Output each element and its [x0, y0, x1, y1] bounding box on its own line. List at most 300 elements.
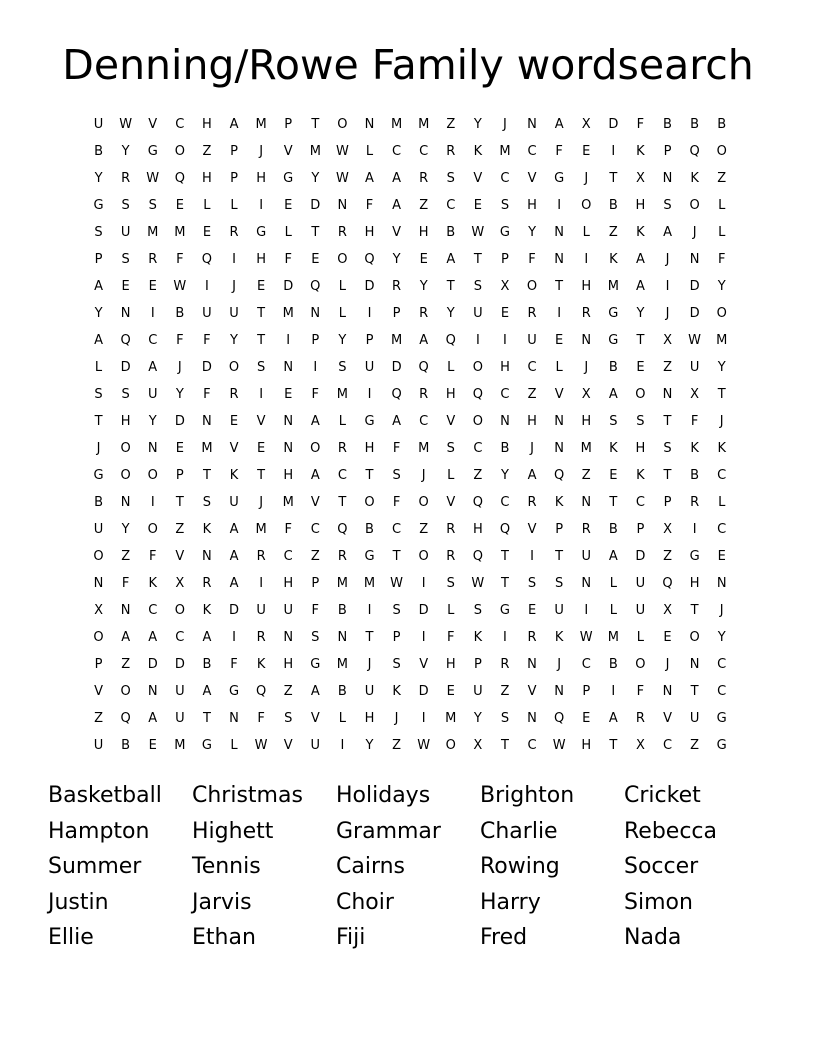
- grid-letter: T: [473, 252, 482, 267]
- grid-letter: P: [555, 522, 564, 537]
- grid-letter: P: [636, 522, 645, 537]
- grid-letter: M: [336, 576, 348, 591]
- grid-letter: N: [689, 657, 700, 672]
- grid-letter: O: [418, 549, 429, 564]
- grid-letter: Q: [337, 522, 348, 537]
- grid-letter: C: [581, 657, 591, 672]
- grid-letter: M: [390, 333, 403, 348]
- grid-letter: M: [255, 117, 267, 132]
- grid-letter: F: [528, 252, 536, 267]
- grid-letter: B: [202, 657, 212, 672]
- grid-letter: Q: [554, 468, 565, 483]
- grid-letter: B: [94, 495, 103, 510]
- grid-letter: E: [257, 279, 266, 294]
- grid-letter: C: [717, 522, 727, 537]
- grid-letter: B: [608, 360, 618, 375]
- grid-letter: D: [174, 657, 185, 672]
- grid-letter: F: [148, 549, 157, 564]
- grid-letter: C: [500, 495, 510, 510]
- grid-letter: N: [120, 306, 131, 321]
- grid-letter: U: [581, 549, 591, 564]
- grid-letter: Q: [662, 576, 673, 591]
- grid-letter: I: [367, 306, 372, 321]
- grid-letter: Q: [310, 279, 321, 294]
- grid-letter: T: [500, 738, 509, 753]
- grid-letter: D: [364, 279, 375, 294]
- grid-letter: E: [582, 711, 591, 726]
- grid-letter: A: [446, 252, 456, 267]
- grid-letter: S: [500, 198, 510, 213]
- grid-letter: L: [230, 738, 238, 753]
- grid-letter: M: [282, 495, 294, 510]
- word-list-item: Jarvis: [192, 889, 252, 915]
- grid-letter: V: [419, 657, 429, 672]
- grid-letter: R: [527, 495, 537, 510]
- grid-letter: O: [581, 198, 592, 213]
- grid-letter: D: [201, 360, 212, 375]
- grid-row: [85, 543, 736, 570]
- grid-letter: C: [717, 657, 727, 672]
- grid-letter: D: [120, 360, 131, 375]
- grid-letter: Q: [201, 252, 213, 267]
- grid-letter: K: [229, 468, 239, 483]
- grid-letter: H: [202, 117, 212, 132]
- grid-letter: H: [581, 279, 592, 294]
- grid-letter: Q: [472, 387, 483, 402]
- grid-letter: J: [665, 252, 670, 267]
- grid-letter: Q: [472, 495, 483, 510]
- grid-letter: T: [500, 549, 509, 564]
- grid-letter: P: [365, 333, 374, 348]
- grid-letter: N: [554, 225, 564, 240]
- word-list-item: Choir: [336, 889, 394, 915]
- grid-letter: H: [283, 576, 294, 591]
- grid-letter: O: [472, 414, 483, 429]
- grid-letter: N: [662, 387, 673, 402]
- grid-row: [85, 732, 736, 759]
- grid-letter: P: [392, 306, 401, 321]
- grid-letter: V: [175, 549, 185, 564]
- grid-letter: X: [473, 738, 483, 753]
- grid-letter: F: [690, 414, 699, 429]
- grid-letter: R: [337, 225, 347, 240]
- grid-letter: T: [663, 414, 672, 429]
- grid-letter: J: [584, 360, 589, 375]
- grid-letter: A: [202, 684, 212, 699]
- grid-letter: X: [94, 603, 103, 618]
- grid-letter: P: [284, 117, 293, 132]
- grid-letter: L: [609, 603, 617, 618]
- grid-row: [85, 327, 736, 354]
- grid-letter: N: [662, 171, 673, 186]
- grid-letter: W: [119, 117, 133, 132]
- grid-letter: R: [419, 171, 429, 186]
- grid-letter: G: [608, 306, 619, 321]
- word-list-item: Rebecca: [624, 818, 718, 844]
- grid-letter: I: [421, 711, 426, 726]
- grid-letter: H: [635, 198, 646, 213]
- grid-letter: E: [311, 252, 320, 267]
- grid-row: [85, 435, 736, 462]
- grid-letter: U: [473, 684, 483, 699]
- grid-letter: M: [336, 387, 348, 402]
- grid-letter: G: [608, 333, 619, 348]
- grid-letter: U: [635, 603, 646, 618]
- grid-row: [85, 300, 736, 327]
- grid-row: [85, 651, 736, 678]
- grid-letter: Z: [527, 387, 537, 402]
- grid-letter: U: [93, 117, 104, 132]
- grid-letter: T: [555, 549, 564, 564]
- grid-letter: S: [121, 387, 130, 402]
- grid-letter: H: [364, 711, 375, 726]
- grid-letter: M: [607, 630, 619, 645]
- grid-letter: P: [663, 144, 672, 159]
- grid-letter: X: [690, 387, 700, 402]
- grid-letter: L: [338, 711, 347, 726]
- grid-letter: I: [557, 198, 562, 213]
- grid-letter: S: [446, 171, 455, 186]
- grid-letter: C: [392, 522, 402, 537]
- grid-letter: Q: [472, 549, 483, 564]
- grid-letter: W: [417, 738, 431, 753]
- grid-letter: X: [581, 117, 591, 132]
- grid-letter: C: [337, 468, 347, 483]
- grid-letter: W: [579, 630, 593, 645]
- grid-letter: A: [663, 225, 672, 240]
- grid-row: [85, 246, 736, 273]
- grid-letter: H: [283, 468, 294, 483]
- grid-letter: I: [286, 333, 291, 348]
- grid-letter: H: [527, 198, 537, 213]
- grid-letter: L: [555, 360, 563, 375]
- word-list-item: Tennis: [192, 854, 261, 879]
- grid-letter: S: [392, 657, 401, 672]
- grid-letter: O: [120, 441, 131, 456]
- grid-letter: N: [337, 198, 348, 213]
- grid-letter: E: [284, 387, 293, 402]
- grid-letter: S: [392, 468, 401, 483]
- grid-letter: N: [120, 603, 131, 618]
- grid-letter: J: [719, 414, 724, 429]
- grid-letter: U: [310, 738, 321, 753]
- grid-letter: X: [663, 333, 672, 348]
- grid-letter: I: [340, 738, 345, 753]
- grid-letter: A: [310, 468, 320, 483]
- grid-letter: S: [500, 711, 510, 726]
- grid-letter: I: [421, 630, 426, 645]
- grid-letter: A: [310, 684, 320, 699]
- grid-letter: E: [121, 279, 130, 294]
- grid-letter: O: [337, 117, 348, 132]
- word-list-item: Cairns: [336, 854, 406, 879]
- grid-letter: H: [418, 225, 429, 240]
- grid-letter: H: [283, 657, 294, 672]
- grid-letter: Z: [473, 468, 483, 483]
- grid-letter: T: [311, 225, 320, 240]
- grid-letter: U: [689, 711, 700, 726]
- grid-letter: T: [609, 495, 618, 510]
- grid-letter: P: [94, 657, 103, 672]
- grid-letter: G: [228, 684, 240, 699]
- grid-letter: M: [174, 225, 186, 240]
- grid-letter: W: [254, 738, 268, 753]
- grid-letter: B: [608, 657, 618, 672]
- grid-letter: Y: [392, 252, 401, 267]
- word-list-item: Harry: [480, 889, 541, 915]
- grid-letter: Q: [554, 711, 565, 726]
- grid-letter: R: [256, 549, 266, 564]
- grid-letter: C: [175, 630, 185, 645]
- grid-letter: A: [229, 549, 239, 564]
- grid-letter: Z: [283, 684, 293, 699]
- grid-letter: Y: [473, 711, 482, 726]
- grid-letter: I: [205, 279, 209, 294]
- grid-row: [85, 111, 736, 138]
- grid-letter: O: [147, 522, 158, 537]
- grid-row: [85, 219, 736, 246]
- grid-letter: S: [94, 387, 103, 402]
- grid-letter: S: [121, 198, 130, 213]
- grid-letter: I: [584, 252, 589, 267]
- grid-letter: R: [581, 306, 591, 321]
- grid-letter: L: [338, 306, 347, 321]
- grid-letter: V: [527, 522, 537, 537]
- grid-letter: K: [636, 468, 645, 483]
- grid-letter: L: [365, 144, 374, 159]
- grid-letter: I: [313, 360, 318, 375]
- grid-letter: J: [421, 468, 426, 483]
- grid-letter: Y: [500, 468, 509, 483]
- grid-letter: X: [635, 171, 645, 186]
- grid-letter: Y: [94, 306, 103, 321]
- grid-letter: Q: [499, 522, 511, 537]
- grid-letter: T: [555, 279, 564, 294]
- grid-letter: Z: [175, 522, 185, 537]
- grid-letter: M: [255, 522, 267, 537]
- grid-letter: J: [394, 711, 399, 726]
- grid-letter: P: [663, 495, 672, 510]
- grid-letter: N: [283, 630, 294, 645]
- grid-letter: T: [365, 630, 374, 645]
- grid-letter: P: [230, 171, 238, 186]
- grid-letter: C: [310, 522, 320, 537]
- grid-letter: A: [608, 387, 618, 402]
- letter-grid: [85, 111, 736, 759]
- grid-letter: K: [256, 657, 266, 672]
- grid-letter: D: [391, 360, 402, 375]
- word-list-item: Nada: [624, 925, 682, 950]
- grid-letter: Y: [121, 522, 130, 537]
- grid-letter: L: [609, 576, 617, 591]
- grid-letter: D: [635, 549, 646, 564]
- grid-letter: N: [554, 252, 564, 267]
- grid-letter: U: [283, 603, 293, 618]
- grid-letter: A: [229, 117, 239, 132]
- grid-letter: V: [392, 225, 402, 240]
- grid-letter: N: [527, 117, 537, 132]
- word-list-item: Christmas: [192, 783, 303, 808]
- grid-letter: C: [527, 144, 537, 159]
- grid-letter: G: [310, 657, 321, 672]
- grid-letter: E: [527, 603, 537, 618]
- grid-letter: S: [446, 576, 455, 591]
- grid-letter: X: [663, 522, 672, 537]
- grid-letter: Y: [636, 306, 645, 321]
- grid-letter: X: [635, 738, 645, 753]
- grid-letter: B: [337, 603, 347, 618]
- grid-letter: N: [662, 684, 673, 699]
- grid-letter: S: [121, 252, 130, 267]
- grid-letter: J: [367, 657, 372, 672]
- grid-letter: M: [418, 117, 430, 132]
- grid-letter: O: [418, 495, 429, 510]
- grid-letter: R: [581, 522, 591, 537]
- grid-letter: A: [148, 360, 158, 375]
- grid-letter: T: [175, 495, 184, 510]
- grid-letter: O: [364, 495, 375, 510]
- grid-letter: U: [93, 738, 104, 753]
- grid-letter: S: [473, 279, 482, 294]
- grid-letter: V: [229, 441, 239, 456]
- grid-letter: E: [717, 549, 726, 564]
- grid-letter: T: [690, 684, 699, 699]
- grid-letter: W: [335, 144, 349, 159]
- grid-letter: R: [500, 657, 510, 672]
- grid-letter: T: [202, 711, 211, 726]
- grid-letter: F: [365, 198, 374, 213]
- word-list-item: Basketball: [48, 783, 162, 808]
- grid-letter: O: [635, 657, 646, 672]
- grid-letter: F: [176, 333, 184, 348]
- grid-letter: A: [635, 279, 645, 294]
- grid-letter: Y: [94, 171, 103, 186]
- grid-letter: H: [202, 171, 212, 186]
- grid-letter: B: [608, 198, 618, 213]
- grid-letter: K: [202, 603, 212, 618]
- grid-letter: S: [555, 576, 564, 591]
- grid-letter: C: [175, 117, 185, 132]
- grid-letter: C: [148, 603, 158, 618]
- grid-letter: V: [310, 711, 320, 726]
- grid-letter: K: [690, 171, 699, 186]
- grid-letter: G: [716, 711, 727, 726]
- grid-letter: C: [419, 144, 429, 159]
- grid-letter: Q: [418, 360, 429, 375]
- word-list-item: Grammar: [336, 818, 441, 844]
- grid-letter: A: [527, 468, 537, 483]
- grid-letter: O: [445, 738, 456, 753]
- grid-letter: Z: [392, 738, 402, 753]
- grid-letter: E: [663, 630, 672, 645]
- grid-letter: I: [259, 198, 264, 213]
- grid-letter: P: [94, 252, 103, 267]
- grid-letter: A: [635, 252, 645, 267]
- grid-letter: F: [284, 522, 292, 537]
- grid-letter: Z: [94, 711, 103, 726]
- grid-letter: I: [475, 333, 480, 348]
- grid-letter: V: [446, 414, 456, 429]
- grid-letter: N: [554, 684, 564, 699]
- grid-letter: Q: [174, 171, 185, 186]
- grid-letter: Y: [365, 738, 374, 753]
- grid-letter: P: [582, 684, 591, 699]
- grid-letter: L: [94, 360, 103, 375]
- grid-letter: B: [608, 522, 618, 537]
- grid-letter: G: [147, 144, 158, 159]
- grid-letter: K: [392, 684, 401, 699]
- grid-letter: S: [284, 711, 293, 726]
- grid-letter: T: [338, 495, 347, 510]
- grid-letter: T: [202, 468, 211, 483]
- word-list-item: Hampton: [48, 818, 150, 844]
- word-list-item: Summer: [48, 854, 142, 879]
- grid-letter: O: [635, 387, 646, 402]
- grid-letter: J: [530, 441, 534, 456]
- grid-letter: A: [310, 414, 320, 429]
- grid-letter: M: [309, 144, 321, 159]
- grid-letter: W: [471, 225, 485, 240]
- grid-letter: J: [719, 603, 724, 618]
- grid-letter: G: [364, 414, 375, 429]
- grid-letter: S: [527, 576, 537, 591]
- grid-letter: M: [716, 333, 728, 348]
- grid-letter: J: [96, 441, 101, 456]
- grid-letter: U: [256, 603, 266, 618]
- grid-letter: U: [175, 684, 185, 699]
- grid-letter: N: [229, 711, 239, 726]
- grid-letter: E: [175, 441, 184, 456]
- grid-letter: M: [499, 144, 511, 159]
- grid-letter: J: [584, 171, 589, 186]
- grid-letter: E: [555, 333, 564, 348]
- grid-letter: O: [472, 360, 483, 375]
- grid-letter: N: [337, 630, 348, 645]
- grid-letter: H: [445, 387, 456, 402]
- word-list-item: Brighton: [480, 783, 575, 808]
- page-title: Denning/Rowe Family wordsearch: [62, 41, 754, 89]
- grid-letter: S: [446, 441, 455, 456]
- grid-row: [85, 381, 736, 408]
- grid-letter: P: [501, 252, 509, 267]
- grid-letter: R: [419, 387, 429, 402]
- grid-letter: L: [636, 630, 645, 645]
- grid-letter: W: [390, 576, 403, 591]
- grid-letter: L: [718, 198, 726, 213]
- grid-letter: B: [690, 468, 700, 483]
- grid-letter: Z: [310, 549, 320, 564]
- grid-letter: F: [311, 603, 320, 618]
- grid-letter: G: [201, 738, 212, 753]
- grid-letter: X: [581, 387, 591, 402]
- grid-letter: J: [503, 117, 507, 132]
- grid-letter: Z: [202, 144, 212, 159]
- grid-letter: V: [310, 495, 320, 510]
- grid-letter: R: [392, 279, 402, 294]
- grid-letter: O: [716, 144, 727, 159]
- grid-letter: V: [554, 387, 564, 402]
- grid-letter: M: [336, 657, 348, 672]
- grid-letter: B: [446, 225, 456, 240]
- grid-letter: J: [259, 495, 264, 510]
- grid-letter: J: [232, 279, 236, 294]
- grid-letter: J: [177, 360, 182, 375]
- grid-letter: N: [147, 441, 158, 456]
- grid-letter: K: [636, 225, 645, 240]
- grid-letter: D: [689, 279, 700, 294]
- grid-letter: Y: [717, 630, 726, 645]
- grid-letter: O: [93, 630, 104, 645]
